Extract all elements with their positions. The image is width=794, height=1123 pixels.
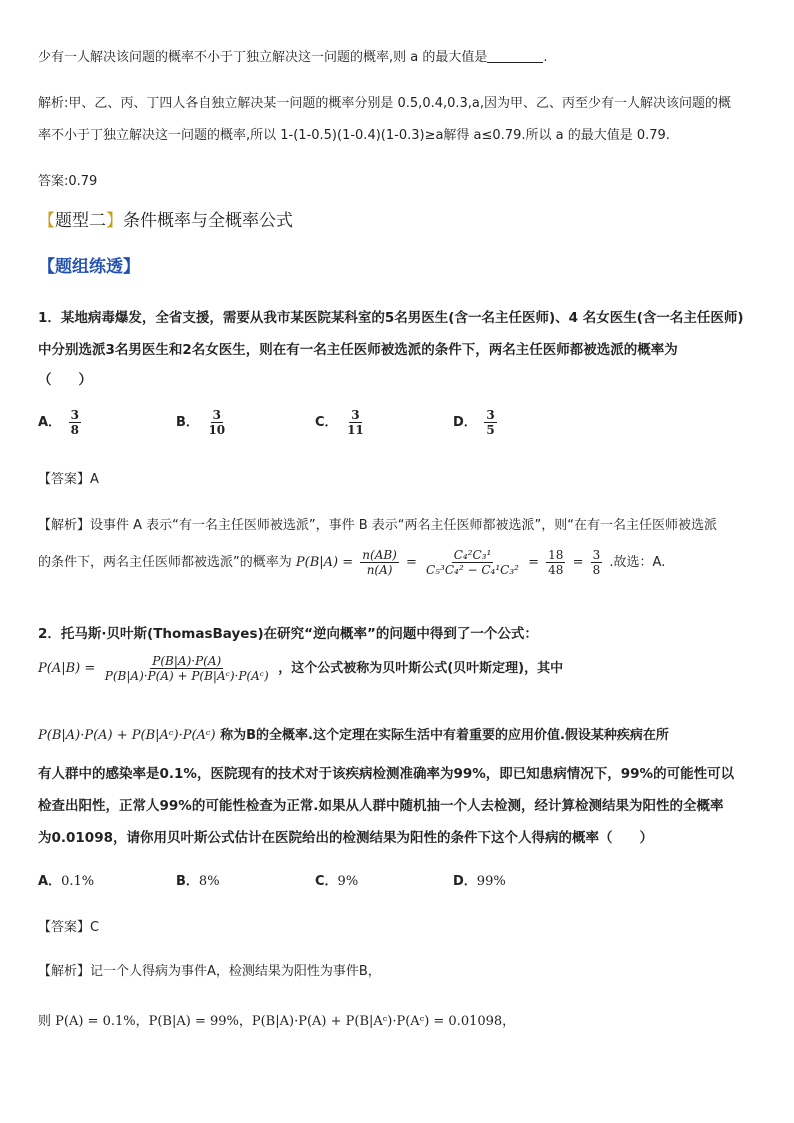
option-value: 0.1% — [61, 874, 95, 889]
formula-end: .故选：A. — [609, 555, 666, 570]
formula-fraction-2 — [424, 548, 521, 577]
q2-line-5: 检查出阳性，正常人99%的可能性检查为正常.如果从人群中随机抽一个人去检测，经计算检测结果为阳性的全概率 — [38, 798, 724, 814]
frac-den: P(B|A)·P(A) + P(B|Aᶜ)·P(Aᶜ) — [104, 669, 269, 683]
q1-option-d — [453, 408, 500, 437]
frac-num: 3 — [212, 408, 221, 422]
option-label: A． — [38, 415, 62, 430]
option-fraction — [484, 408, 496, 437]
option-fraction — [206, 408, 227, 437]
option-label: C． — [315, 415, 338, 430]
section-type: 题型二 — [55, 211, 106, 231]
option-fraction — [345, 408, 366, 437]
section-title — [38, 206, 756, 231]
intro-analysis-line-1: 解析:甲、乙、丙、丁四人各自独立解决某一问题的概率分别是 0.5,0.4,0.3,a,因为甲、乙、丙至少有一人解决该问题的概 — [38, 96, 732, 111]
q2-line-6: 为0.01098，请你用贝叶斯公式估计在医院给出的检测结果为阳性的条件下这个人得病的概率（ ） — [38, 830, 653, 846]
frac-num: n(AB) — [362, 548, 397, 562]
option-value: 9% — [337, 874, 359, 889]
option-label: B． — [176, 874, 199, 889]
q2-option-d — [453, 870, 506, 889]
q2-analysis-line-1: 【解析】记一个人得病为事件A，检测结果为阳性为事件B， — [38, 964, 381, 979]
q1-line-2: 中分别选派3名男医生和2名女医生，则在有一名主任医师被选派的条件下，两名主任医师都被选派的概率为 — [38, 342, 678, 358]
section-subtitle: 条件概率与全概率公式 — [123, 211, 293, 231]
equals-sign: = — [528, 555, 539, 570]
q1-analysis-line-2 — [38, 548, 665, 577]
option-value: 99% — [476, 874, 506, 889]
bayes-lhs: P(A|B) = — [38, 661, 96, 676]
formula-fraction-1 — [360, 548, 399, 577]
bracket-open: 【 — [38, 211, 55, 231]
intro-text: 少有一人解决该问题的概率不小于丁独立解决这一问题的概率,则 a 的最大值是 — [38, 50, 488, 65]
q1-option-c — [315, 408, 369, 437]
frac-num: C₄²C₃¹ — [453, 548, 492, 562]
frac-den: 11 — [347, 423, 364, 437]
q2-option-a — [38, 870, 94, 889]
q1-line-1: 1．某地病毒爆发，全省支援，需要从我市某医院某科室的5名男医生(含一名主任医师)、4 名女医生(含一名主任医师) — [38, 310, 744, 326]
q1-analysis-line-1: 【解析】设事件 A 表示“有一名主任医师被选派”，事件 B 表示“两名主任医师都被选派”，则“在有一名主任医师被选派 — [38, 518, 718, 533]
option-label: D． — [453, 874, 477, 889]
total-tail: 称为B的全概率.这个定理在实际生活中有着重要的应用价值.假设某种疾病在所 — [220, 728, 669, 743]
formula-fraction-4 — [591, 548, 603, 577]
answer-blank — [487, 62, 543, 63]
option-label: A． — [38, 874, 62, 889]
equals-sign: = — [572, 555, 584, 570]
q2-answer: 【答案】C — [38, 920, 100, 935]
frac-den: 8 — [70, 423, 79, 437]
q2-line-4: 有人群中的感染率是0.1%，医院现有的技术对于该疾病检测准确率为99%，即已知患病情况下，99%的可能性可以 — [38, 766, 735, 782]
frac-num: 3 — [592, 548, 601, 562]
option-label: C． — [315, 874, 338, 889]
analysis-text: 的条件下，两名主任医师都被选派”的概率为 — [38, 555, 292, 570]
q2-bayes-formula-line — [38, 654, 563, 683]
bracket-close: 】 — [106, 211, 123, 231]
frac-den: 8 — [592, 563, 601, 577]
frac-den: 10 — [208, 423, 226, 437]
bayes-fraction — [103, 654, 271, 683]
frac-num: P(B|A)·P(A) — [152, 654, 222, 668]
option-value: 8% — [198, 874, 220, 889]
q1-answer: 【答案】A — [38, 472, 99, 487]
frac-num: 18 — [548, 548, 564, 562]
intro-line — [38, 46, 756, 65]
q2-option-b — [176, 870, 220, 889]
q1-option-a — [38, 408, 84, 437]
bayes-tail: ，这个公式被称为贝叶斯公式(贝叶斯定理)，其中 — [278, 661, 564, 676]
frac-num: 3 — [70, 408, 79, 422]
option-fraction — [69, 408, 81, 437]
q2-option-c — [315, 870, 358, 889]
frac-num: 3 — [486, 408, 495, 422]
formula-lhs: P(B|A) = — [295, 555, 354, 570]
intro-analysis-line-2: 率不小于丁独立解决这一问题的概率,所以 1-(1-0.5)(1-0.4)(1-0.3)≥a解得 a≤0.79.所以 a 的最大值是 0.79. — [38, 128, 670, 143]
equals-sign: = — [406, 555, 417, 570]
q1-option-b — [176, 408, 230, 437]
q2-analysis-line-2: 则 P(A) = 0.1%，P(B|A) = 99%，P(B|A)·P(A) + P(B|Aᶜ)·P(Aᶜ) = 0.01098， — [38, 1014, 516, 1029]
total-formula: P(B|A)·P(A) + P(B|Aᶜ)·P(Aᶜ) — [38, 728, 216, 743]
frac-num: 3 — [351, 408, 360, 422]
intro-answer: 答案:0.79 — [38, 174, 98, 189]
option-label: D． — [453, 415, 477, 430]
frac-den: n(A) — [366, 563, 393, 577]
q2-line-1: 2．托马斯·贝叶斯(ThomasBayes)在研究“逆向概率”的问题中得到了一个公式： — [38, 626, 538, 642]
frac-den: 5 — [486, 423, 495, 437]
q1-line-3: （ ） — [38, 372, 92, 388]
frac-den: C₅³C₄² − C₄¹C₃² — [426, 563, 519, 577]
option-label: B． — [176, 415, 199, 430]
intro-end: . — [543, 50, 548, 65]
group-heading: 【题组练透】 — [38, 257, 140, 277]
frac-den: 48 — [548, 563, 564, 577]
formula-fraction-3 — [546, 548, 565, 577]
q2-total-prob-line — [38, 724, 669, 743]
